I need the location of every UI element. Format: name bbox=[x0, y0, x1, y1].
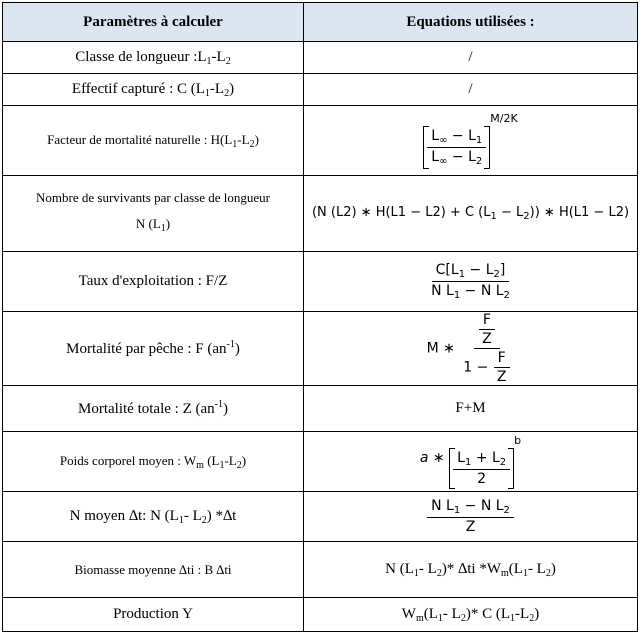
table-row bbox=[3, 312, 638, 386]
equation-cell bbox=[304, 492, 638, 542]
fraction: $\frac{L_\infty - L_1}{L_\infty - L_2}$ bbox=[427, 128, 486, 167]
equation-cell: / bbox=[304, 74, 638, 106]
param-cell: Production Y bbox=[3, 598, 304, 632]
equation-cell: $\frac{L_\infty - L_1}{L_\infty - L_2}$ $^{M/2K}$ bbox=[304, 106, 638, 176]
parameters-table bbox=[2, 2, 638, 632]
header-row bbox=[3, 3, 638, 42]
header-equations: Equations utilisées : bbox=[304, 3, 638, 42]
equation-cell: / bbox=[304, 42, 638, 74]
equation-cell: $W_m(L_1-$ $L_2)*$ C $(L_1-L_2)$ bbox=[304, 598, 638, 632]
fraction: $\frac{F}{Z}$ 1 − $\frac{F}{Z}$ bbox=[459, 312, 514, 385]
fraction: $\frac{N L_1 - N L_2}{Z}$ bbox=[427, 498, 514, 535]
table-row bbox=[3, 598, 638, 632]
equation-cell: (N (L2) ∗ H(L1 − L2) + C $(L_1 - L_2)$) ∗ H(L1 − L2) bbox=[304, 176, 638, 252]
param-cell: Facteur de mortalité naturelle : $H(L_1-L_2)$ bbox=[3, 106, 304, 176]
equation-cell: N ($L_1-$ $L_2)*$ ∆ti $*W_m(L_1-$ $L_2$) bbox=[304, 542, 638, 598]
param-cell: Biomasse moyenne ∆ti : B ∆ti bbox=[3, 542, 304, 598]
param-cell: Poids corporel moyen : $W_m$ $(L_1-L_2)$ bbox=[3, 432, 304, 492]
fraction: $\frac{C[L_1 - L_2]}{N L_1 - N L_2}$ bbox=[431, 262, 510, 301]
table-row bbox=[3, 386, 638, 432]
table-row bbox=[3, 252, 638, 312]
table-row bbox=[3, 542, 638, 598]
param-cell: Mortalité totale : Z $(an^{-1})$ bbox=[3, 386, 304, 432]
table-row bbox=[3, 74, 638, 106]
param-cell: Classe de longueur $:L_1-L_2$ bbox=[3, 42, 304, 74]
table-row bbox=[3, 42, 638, 74]
table-row bbox=[3, 432, 638, 492]
table-row bbox=[3, 492, 638, 542]
equation-cell bbox=[304, 252, 638, 312]
bracket-expression bbox=[423, 126, 490, 169]
equation-cell: F+M bbox=[304, 386, 638, 432]
param-cell: Taux d'exploitation : F/Z bbox=[3, 252, 304, 312]
table-row bbox=[3, 176, 638, 252]
header-parameters: Paramètres à calculer bbox=[3, 3, 304, 42]
param-cell: N moyen ∆t: N ($L_1-$ $L_2$) *∆t bbox=[3, 492, 304, 542]
equation-cell: M ∗ $\frac{F}{Z}$ 1 − $\frac{F}{Z}$ bbox=[304, 312, 638, 386]
param-cell: Effectif capturé : C $(L_1-L_2)$ bbox=[3, 74, 304, 106]
param-cell: Mortalité par pêche : F $(an^{-1})$ bbox=[3, 312, 304, 386]
param-cell: Nombre de survivants par classe de longueur N $(L_1)$ bbox=[3, 176, 304, 252]
equation-cell: a ∗ $\frac{L_1 + L_2}{2}$ $^b$ bbox=[304, 432, 638, 492]
fraction: $\frac{L_1 + L_2}{2}$ bbox=[453, 450, 510, 487]
bracket-expression bbox=[449, 448, 514, 489]
table-row bbox=[3, 106, 638, 176]
